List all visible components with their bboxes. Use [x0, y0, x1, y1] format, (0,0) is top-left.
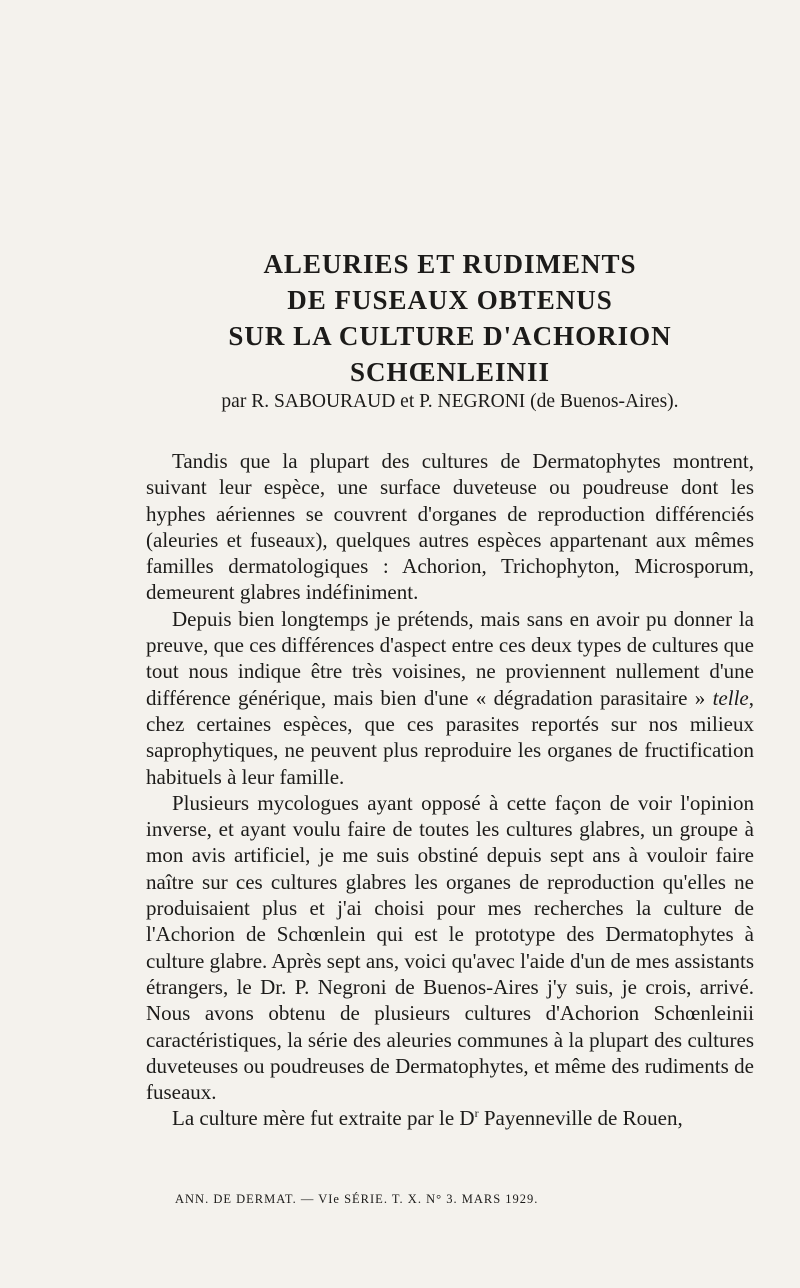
title-line-2: DE FUSEAUX OBTENUS [287, 285, 613, 315]
paragraph-2 [146, 606, 754, 790]
paragraph-3: Plusieurs mycologues ayant opposé à cette façon de voir l'opinion inverse, et ayant voulu faire de toutes les cultures glabres, un groupe à mon avis artificiel, je me suis obstiné depuis sept ans à vouloir faire naître sur ces cultures glabres les organes de reproduction qu'elles ne produisaient plus et j'ai choisi pour mes recherches la culture de l'Achorion de Schœnlein qui est le prototype des Dermatophytes à culture glabre. Après sept ans, voici qu'avec l'aide d'un de mes assistants étrangers, le Dr. P. Negroni de Buenos-Aires j'y suis, je crois, arrivé. Nous avons obtenu de plusieurs cultures d'Achorion Schœnleinii caractéristiques, la série des aleuries communes à la plupart des cultures duveteuses ou poudreuses de Dermatophytes, et même des rudiments de fuseaux. [146, 790, 754, 1105]
paragraph-1: Tandis que la plupart des cultures de Dermatophytes montrent, suivant leur espèce, une surface duveteuse ou poudreuse dont les hyphes aériennes se couvrent d'organes de reproduction différenciés (aleuries et fuseaux), quelques autres espèces appartenant aux mêmes familles dermatologiques : Achorion, Trichophyton, Microsporum, demeurent glabres indéfiniment. [146, 449, 754, 605]
paragraph-2-text-a: Depuis bien longtemps je prétends, mais sans en avoir pu donner la preuve, que ces différences d'aspect entre ces deux types de cultures que tout nous indique être très voisines, ne proviennent nullement d'une différence générique, mais bien d'une « dégradation parasitaire » [146, 606, 754, 710]
paragraph-4-superscript: r [474, 1106, 479, 1121]
paragraph-4-text-b: Payenneville de Rouen, [478, 1106, 683, 1131]
title-line-1: ALEURIES ET RUDIMENTS [263, 249, 637, 279]
paragraph-4 [146, 1105, 754, 1131]
journal-footer: ANN. DE DERMAT. — VIe SÉRIE. T. X. N° 3. MARS 1929. [175, 1192, 539, 1206]
title-line-3: SUR LA CULTURE D'ACHORION SCHŒNLEINII [228, 321, 672, 387]
paragraph-2-text-b: , chez certaines espèces, que ces parasites reportés sur nos milieux saprophytiques, ne peuvent plus reproduire les organes de fructification habituels à leur famille. [146, 685, 754, 789]
article-authors: par R. SABOURAUD et P. NEGRONI (de Buenos-Aires). [221, 391, 679, 412]
paragraph-2-italic: telle [712, 685, 749, 710]
paragraph-4-text-a: La culture mère fut extraite par le D [172, 1106, 475, 1131]
article-body [146, 448, 754, 1132]
article-title [130, 246, 770, 390]
